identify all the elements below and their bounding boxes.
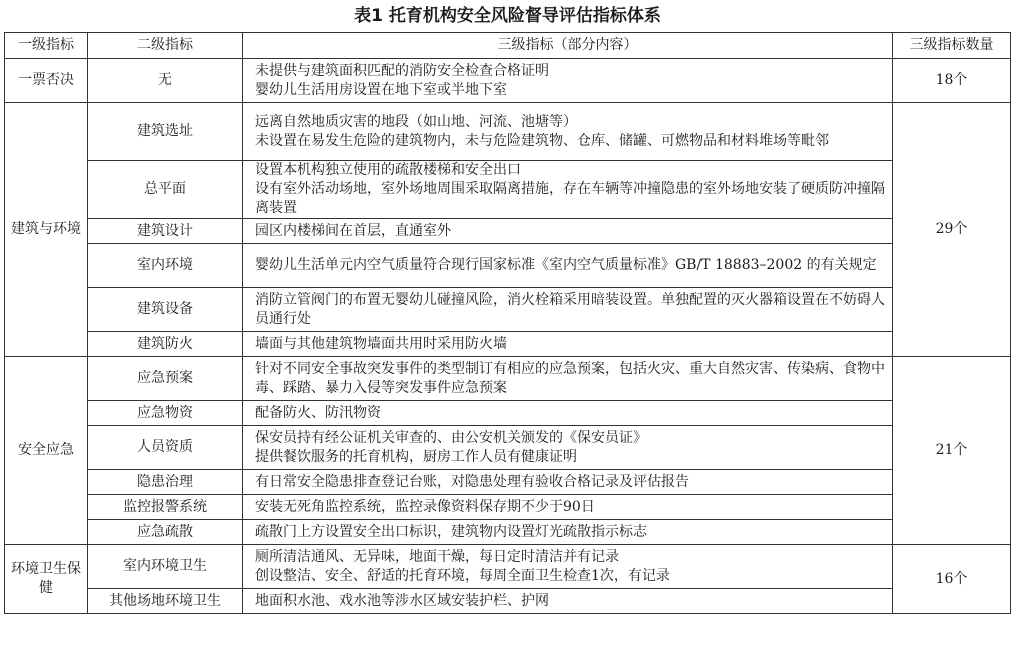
level3-line: 有日常安全隐患排查登记台账，对隐患处理有验收合格记录及评估报告 [255, 473, 689, 490]
level2-cell: 室内环境卫生 [88, 545, 243, 589]
level1-cell: 建筑与环境 [5, 103, 88, 357]
level3-cell [243, 470, 893, 495]
table-row [5, 426, 1011, 470]
table-row [5, 545, 1011, 589]
indicator-table [4, 32, 1011, 614]
level2-cell: 其他场地环境卫生 [88, 589, 243, 614]
count-cell: 21个 [893, 357, 1011, 545]
level3-line: 厕所清洁通风、无异味，地面干燥，每日定时清洁并有记录 [255, 548, 619, 565]
header-level3: 三级指标（部分内容） [243, 33, 893, 59]
table-row [5, 288, 1011, 332]
level2-cell: 室内环境 [88, 244, 243, 288]
level3-line: 墙面与其他建筑物墙面共用时采用防火墙 [255, 335, 507, 352]
level3-cell [243, 103, 893, 161]
count-cell: 18个 [893, 59, 1011, 103]
level2-cell: 应急物资 [88, 401, 243, 426]
table-row [5, 520, 1011, 545]
level2-cell: 建筑防火 [88, 332, 243, 357]
table-row [5, 244, 1011, 288]
level2-cell: 建筑选址 [88, 103, 243, 161]
level3-line: 未提供与建筑面积匹配的消防安全检查合格证明 [255, 62, 549, 79]
level3-line: 疏散门上方设置安全出口标识，建筑物内设置灯光疏散指示标志 [255, 523, 647, 540]
level2-cell: 人员资质 [88, 426, 243, 470]
level3-line: 远离自然地质灾害的地段（如山地、河流、池塘等） [255, 113, 577, 130]
level3-line: 提供餐饮服务的托育机构，厨房工作人员有健康证明 [255, 448, 577, 465]
level3-cell [243, 401, 893, 426]
level3-cell [243, 288, 893, 332]
level3-line: 安装无死角监控系统，监控录像资料保存期不少于90日 [255, 498, 595, 515]
level2-cell: 建筑设计 [88, 219, 243, 244]
table-title: 表1 托育机构安全风险督导评估指标体系 [354, 6, 661, 26]
level1-cell: 一票否决 [5, 59, 88, 103]
table-row [5, 401, 1011, 426]
level3-cell [243, 520, 893, 545]
table-body [5, 59, 1011, 614]
level3-cell [243, 219, 893, 244]
level3-line: 消防立管阀门的布置无婴幼儿碰撞风险，消火栓箱采用暗装设置。单独配置的灭火器箱设置在不妨碍人员通行处 [255, 291, 885, 327]
table-row [5, 103, 1011, 161]
level3-line: 设置本机构独立使用的疏散楼梯和安全出口 [255, 162, 521, 178]
level3-line: 婴幼儿生活单元内空气质量符合现行国家标准《室内空气质量标准》GB/T 18883–2002 的有关规定 [255, 257, 877, 273]
table-row [5, 161, 1011, 219]
level1-cell: 安全应急 [5, 357, 88, 545]
level3-line: 创设整洁、安全、舒适的托育环境，每周全面卫生检查1次，有记录 [255, 567, 670, 584]
level2-cell: 应急疏散 [88, 520, 243, 545]
table-row [5, 357, 1011, 401]
header-level1: 一级指标 [5, 33, 88, 59]
level3-line: 园区内楼梯间在首层，直通室外 [255, 222, 451, 239]
level2-cell: 隐患治理 [88, 470, 243, 495]
table-row [5, 589, 1011, 614]
level3-line: 针对不同安全事故突发事件的类型制订有相应的应急预案，包括火灾、重大自然灾害、传染病、食物中毒、踩踏、暴力入侵等突发事件应急预案 [255, 360, 885, 396]
level3-line: 地面积水池、戏水池等涉水区域安装护栏、护网 [255, 592, 549, 609]
level3-cell [243, 426, 893, 470]
level2-cell: 监控报警系统 [88, 495, 243, 520]
level3-line: 婴幼儿生活用房设置在地下室或半地下室 [255, 81, 507, 98]
level3-cell [243, 589, 893, 614]
header-row [5, 33, 1011, 59]
level2-cell: 建筑设备 [88, 288, 243, 332]
level3-line: 未设置在易发生危险的建筑物内，未与危险建筑物、仓库、储罐、可燃物品和材料堆场等毗邻 [255, 132, 829, 149]
level3-cell [243, 332, 893, 357]
level2-cell: 无 [88, 59, 243, 103]
level3-cell [243, 545, 893, 589]
level3-line: 设有室外活动场地，室外场地周围采取隔离措施，存在车辆等冲撞隐患的室外场地安装了硬质防冲撞隔离装置 [255, 181, 885, 216]
level2-cell: 总平面 [88, 161, 243, 219]
level3-cell [243, 495, 893, 520]
table-row [5, 219, 1011, 244]
table-row [5, 470, 1011, 495]
table-row [5, 495, 1011, 520]
level1-cell: 环境卫生保健 [5, 545, 88, 614]
level3-line: 保安员持有经公证机关审查的、由公安机关颁发的《保安员证》 [255, 429, 647, 446]
level3-cell [243, 357, 893, 401]
header-count: 三级指标数量 [893, 33, 1011, 59]
header-level2: 二级指标 [88, 33, 243, 59]
table-row [5, 59, 1011, 103]
level3-cell [243, 59, 893, 103]
table-row [5, 332, 1011, 357]
count-cell: 16个 [893, 545, 1011, 614]
count-cell: 29个 [893, 103, 1011, 357]
level3-cell [243, 244, 893, 288]
level3-line: 配备防火、防汛物资 [255, 404, 381, 421]
level3-cell [243, 161, 893, 219]
level2-cell: 应急预案 [88, 357, 243, 401]
